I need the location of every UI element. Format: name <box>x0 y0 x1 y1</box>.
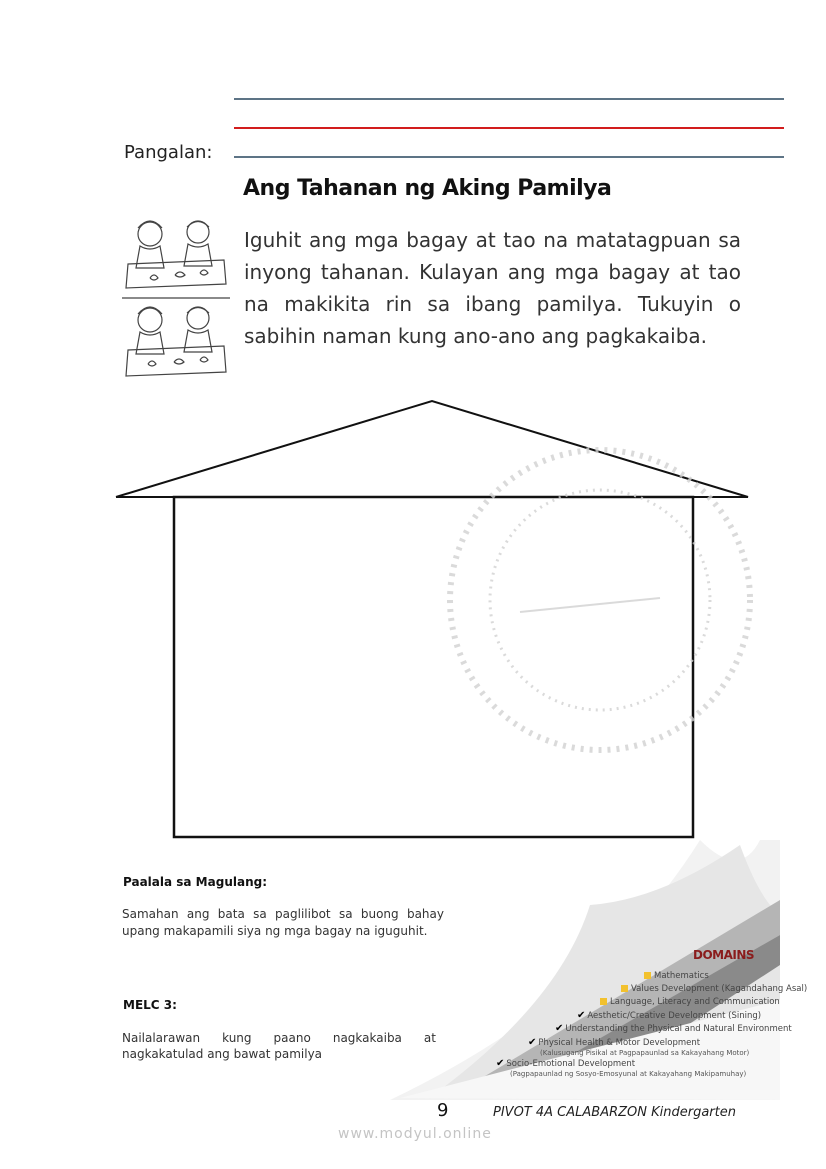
bullet-square-icon <box>621 985 628 992</box>
parent-note-body: Samahan ang bata sa paglilibot sa buong bahay upang makapamili siya ng mga bagay na iguguhit. <box>122 907 444 938</box>
domain-item: ✔ Socio-Emotional Development <box>496 1058 636 1069</box>
domain-item: ✔ Understanding the Physical and Natural Environment <box>555 1023 792 1034</box>
domain-subtitle: (Kalusugang Pisikal at Pagpapaunlad sa Kakayahang Motor) <box>540 1049 750 1057</box>
checkmark-icon: ✔ <box>555 1023 564 1034</box>
checkmark-icon: ✔ <box>577 1010 586 1021</box>
checkmark-icon: ✔ <box>496 1058 505 1069</box>
melc-body: Nailalarawan kung paano nagkakaiba at nagkakatulad ang bawat pamilya <box>122 1031 436 1061</box>
domain-item: Mathematics <box>644 971 709 981</box>
footer-label: PIVOT 4A CALABARZON Kindergarten <box>493 1105 736 1120</box>
domain-item: ✔ Physical Health & Motor Development <box>528 1037 701 1048</box>
site-watermark: www.modyul.online <box>338 1126 492 1142</box>
page-number: 9 <box>437 1100 449 1121</box>
parent-note-title: Paalala sa Magulang: <box>123 875 267 889</box>
domain-item: Language, Literacy and Communication <box>600 997 780 1007</box>
melc-title: MELC 3: <box>123 998 177 1012</box>
name-label: Pangalan: <box>124 142 213 163</box>
activity-instructions: Iguhit ang mga bagay at tao na matatagpuan sa inyong tahanan. Kulayan ang mga bagay at tao na makikita rin sa ibang pamilya. Tukuyin o sabihin naman kung ano-ano ang pagkakaiba. <box>244 228 741 348</box>
bullet-square-icon <box>600 998 607 1005</box>
checkmark-icon: ✔ <box>528 1037 537 1048</box>
domain-subtitle: (Pagpapaunlad ng Sosyo-Emosyunal at Kakayahang Makipamuhay) <box>510 1070 747 1078</box>
domain-item: Values Development (Kagandahang Asal) <box>621 984 807 994</box>
activity-title: Ang Tahanan ng Aking Pamilya <box>243 176 612 201</box>
domain-item: ✔ Aesthetic/Creative Development (Sining) <box>577 1010 762 1021</box>
domains-title: DOMAINS <box>693 948 755 962</box>
bullet-square-icon <box>644 972 651 979</box>
